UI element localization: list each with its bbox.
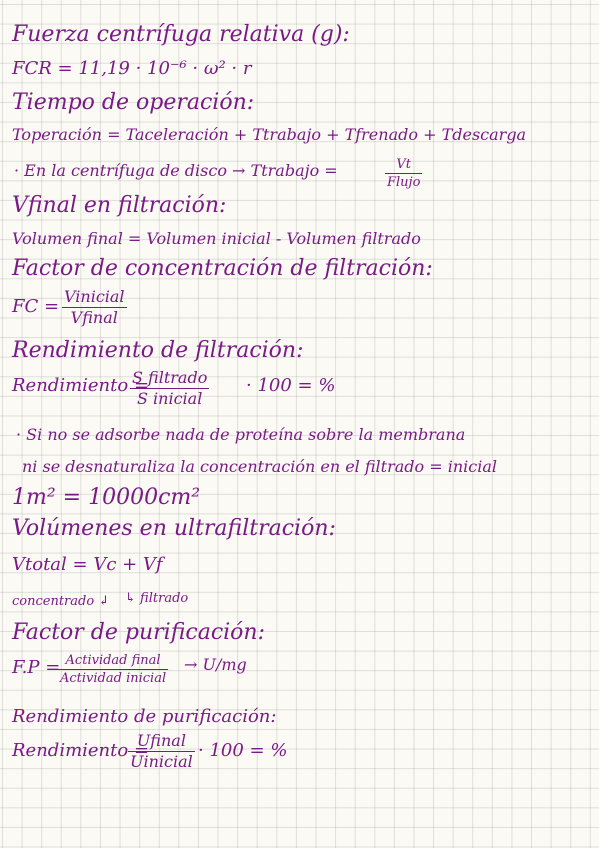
formula-fc-label: FC = (12, 296, 60, 317)
formula-rendimiento-tail: · 100 = % (246, 375, 336, 396)
fraction-denominator: Vfinal (70, 308, 118, 327)
fraction-denominator: Actividad inicial (60, 671, 167, 686)
fraction-denominator: S inicial (137, 389, 203, 408)
formula-vtotal: Vtotal = Vc + Vf (12, 554, 163, 575)
arrow-return-icon: ↳ (125, 591, 136, 606)
formula-fp-label: F.P = (12, 657, 61, 678)
heading-vfinal-filtracion: Vfinal en filtración: (12, 193, 227, 218)
fraction-ufinal-uinicial (128, 733, 195, 770)
note-adsorcion-line2: ni se desnaturaliza la concentración en el filtrado = inicial (22, 457, 498, 476)
formula-rendimiento-label: Rendimiento = (12, 375, 150, 396)
fraction-actividad (58, 654, 168, 685)
fraction-vinicial-vfinal (62, 289, 127, 326)
fraction-s-filtrado-inicial (130, 370, 209, 407)
heading-rendimiento-purificacion: Rendimiento de purificación: (12, 706, 277, 727)
annotation-filtrado-text: filtrado (140, 591, 189, 606)
formula-fcr: FCR = 11,19 · 10⁻⁶ · ω² · r (12, 58, 252, 79)
fraction-numerator: Vt (385, 158, 422, 174)
fraction-numerator: Vinicial (64, 287, 125, 306)
formula-toperacion: Toperación = Taceleración + Ttrabajo + Tfrenado + Tdescarga (12, 125, 527, 144)
fraction-denominator: Flujo (387, 175, 421, 190)
annotation-concentrado (12, 595, 109, 608)
formula-conversion-m2-cm2: 1m² = 10000cm² (12, 485, 201, 510)
formula-rendimiento-purif-label: Rendimiento = (12, 740, 150, 761)
fraction-numerator: S filtrado (132, 368, 208, 387)
fraction-vt-flujo (385, 158, 422, 189)
heading-fuerza-centrifuga: Fuerza centrífuga relativa (g): (12, 22, 350, 47)
heading-tiempo-operacion: Tiempo de operación: (12, 90, 255, 115)
formula-rendimiento-purif-tail: · 100 = % (198, 740, 288, 761)
formula-volumen-final: Volumen final = Volumen inicial - Volumen filtrado (12, 229, 421, 248)
heading-factor-purificacion: Factor de purificación: (12, 620, 265, 645)
formula-fp-units: → U/mg (184, 655, 247, 674)
annotation-filtrado (125, 592, 188, 605)
fraction-numerator: Actividad final (58, 654, 168, 670)
fraction-denominator: Uinicial (130, 752, 193, 771)
heading-volumenes-ultrafiltracion: Volúmenes en ultrafiltración: (12, 516, 336, 541)
heading-rendimiento-filtracion: Rendimiento de filtración: (12, 338, 304, 363)
heading-factor-concentracion: Factor de concentración de filtración: (12, 256, 433, 281)
arrow-up-icon: ↲ (98, 594, 110, 609)
annotation-concentrado-text: concentrado (12, 594, 95, 609)
fraction-numerator: Ufinal (128, 733, 195, 752)
note-adsorcion-line1: · Si no se adsorbe nada de proteína sobre la membrana (16, 425, 466, 444)
note-centrifuga-disco: · En la centrífuga de disco → Ttrabajo = (14, 161, 338, 180)
